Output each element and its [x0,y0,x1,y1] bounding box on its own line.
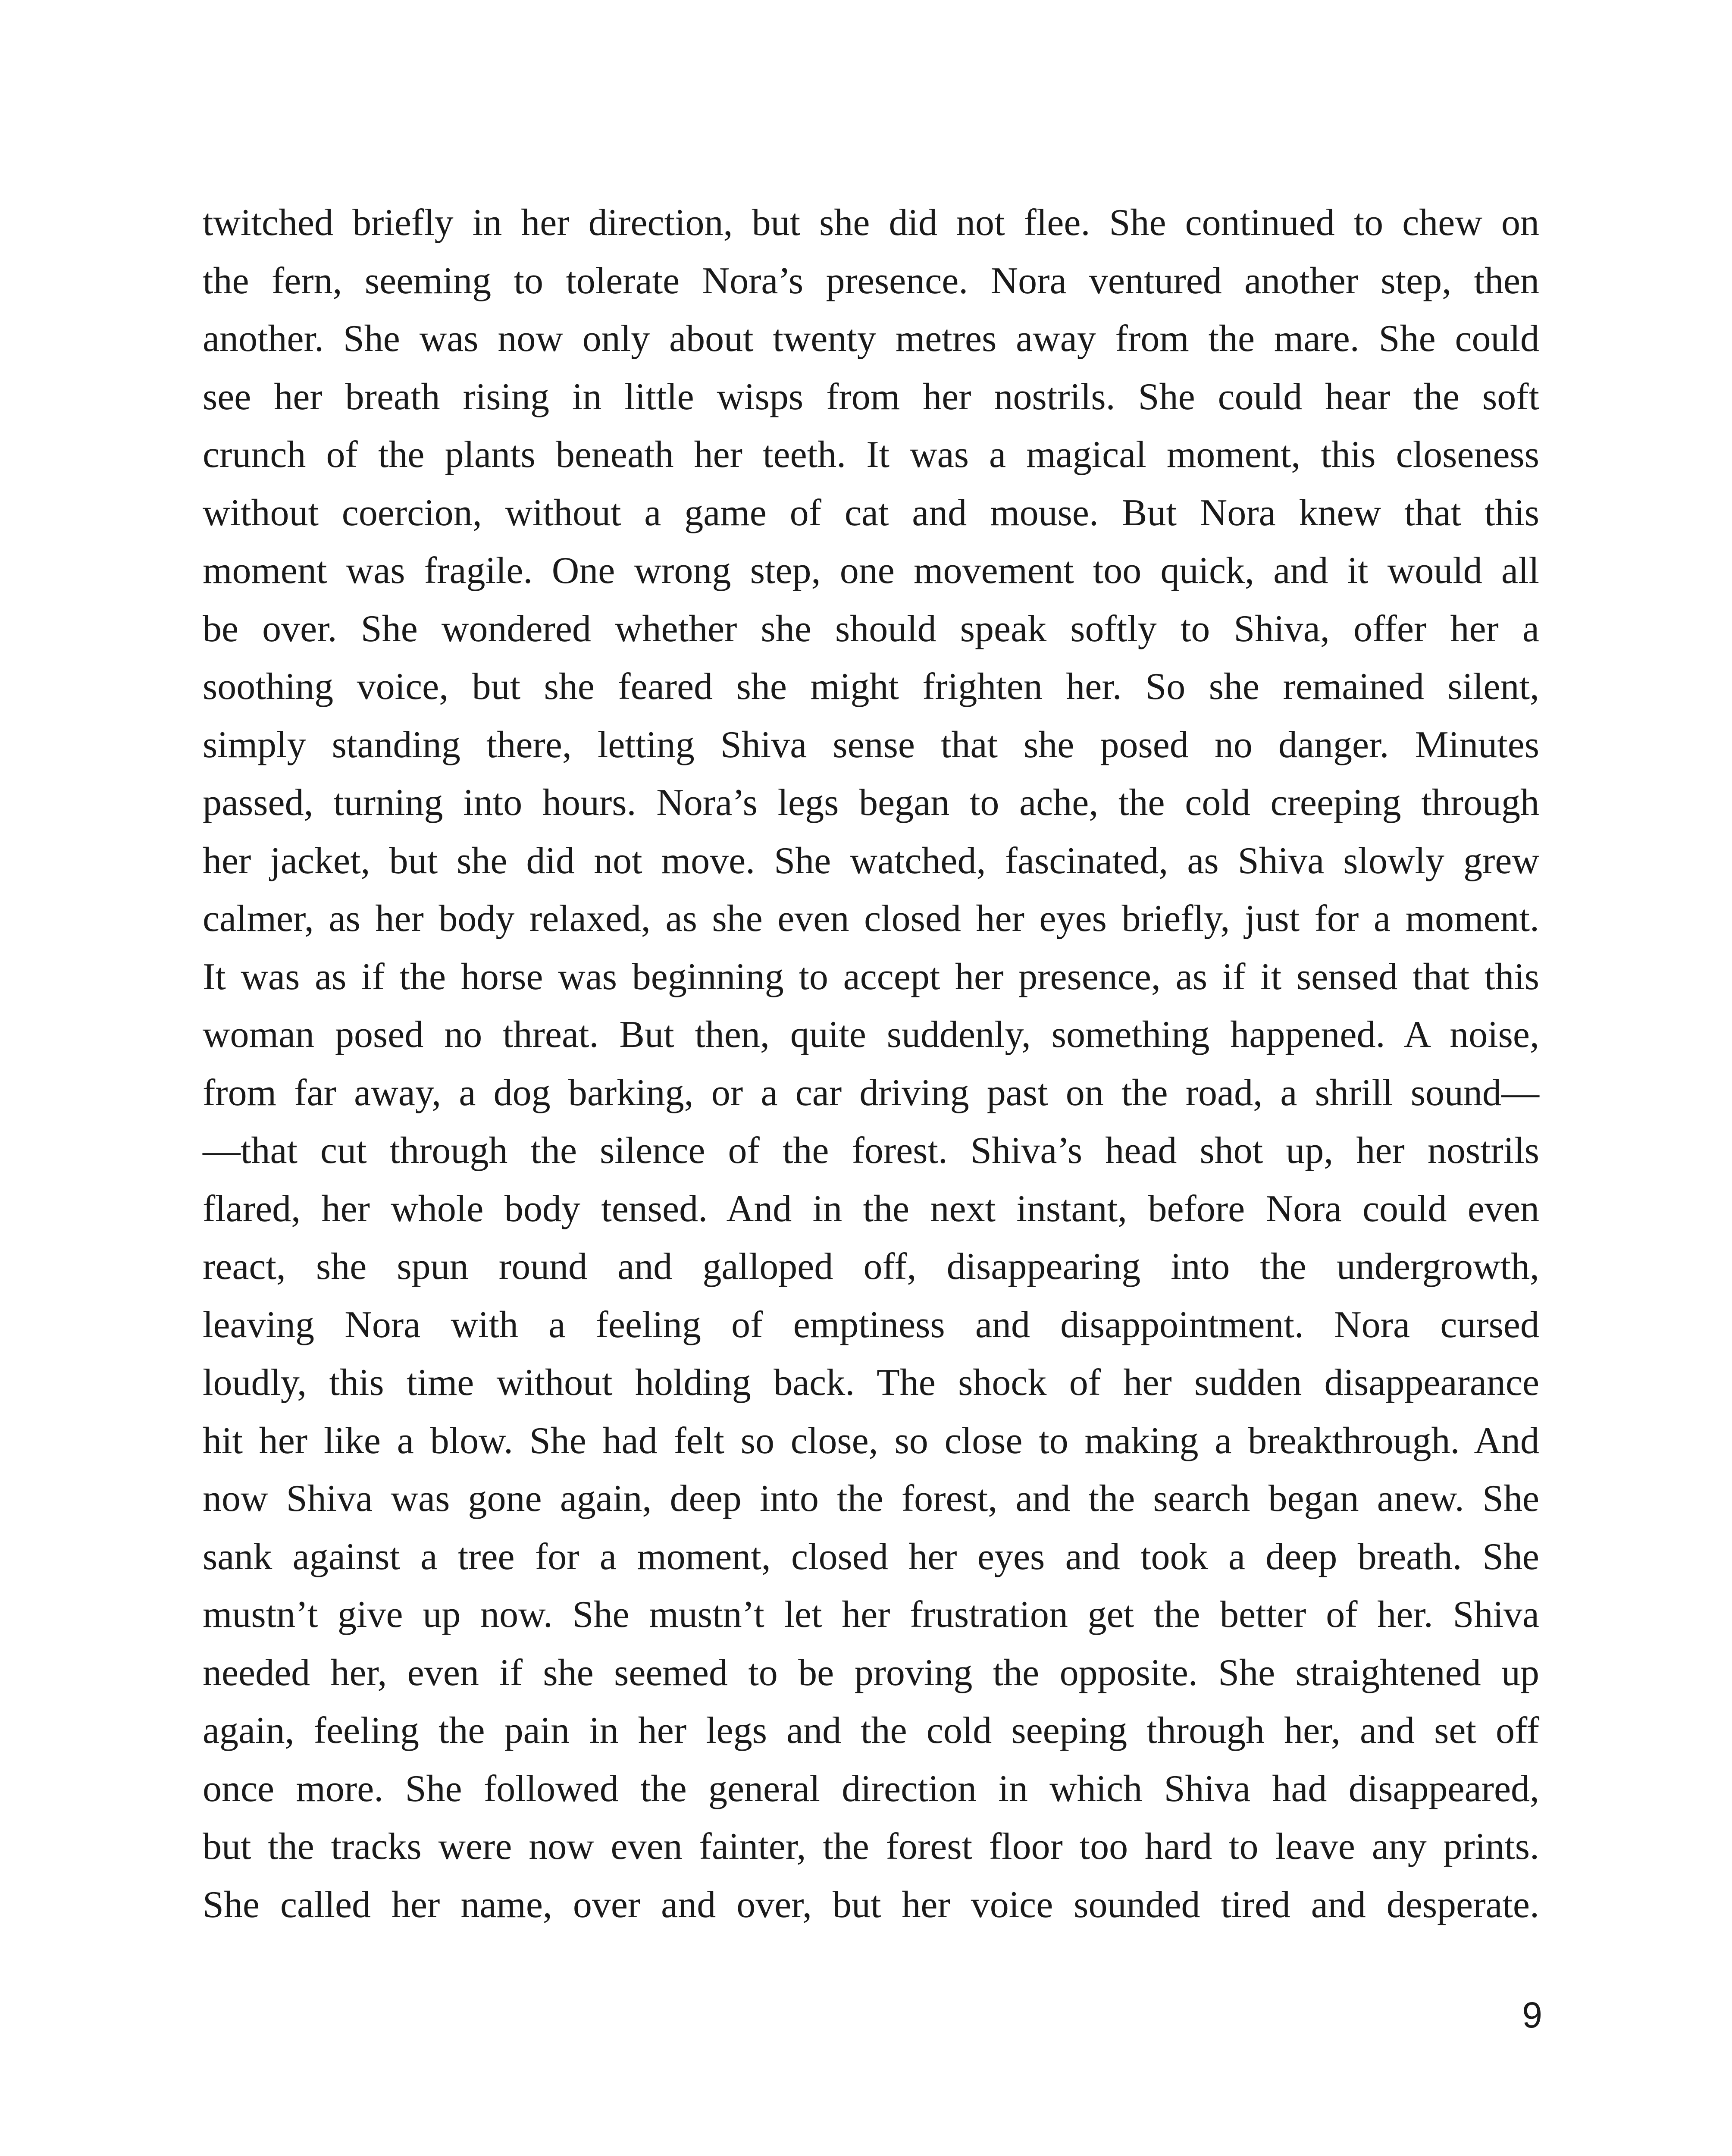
text-line: It was as if the horse was beginning to accept her presence, as if it sensed that this [203,956,1539,998]
text-line: flared, her whole body tensed. And in the next instant, before Nora could even [203,1188,1539,1230]
text-line: once more. She followed the general direction in which Shiva had disappeared, [203,1767,1539,1810]
text-line: hit her like a blow. She had felt so close, so close to making a breakthrough. And [203,1420,1539,1462]
text-line: crunch of the plants beneath her teeth. It was a magical moment, this closeness [203,434,1539,476]
text-line: be over. She wondered whether she should speak softly to Shiva, offer her a [203,608,1539,650]
text-line: sank against a tree for a moment, closed her eyes and took a deep breath. She [203,1536,1539,1578]
text-line: needed her, even if she seemed to be proving the opposite. She straightened up [203,1651,1539,1694]
text-line: soothing voice, but she feared she might frighten her. So she remained silent, [203,666,1539,708]
text-line: react, she spun round and galloped off, disappearing into the undergrowth, [203,1246,1539,1288]
text-line: moment was fragile. One wrong step, one movement too quick, and it would all [203,550,1539,592]
text-line: without coercion, without a game of cat and mouse. But Nora knew that this [203,492,1539,534]
text-line: —that cut through the silence of the forest. Shiva’s head shot up, her nostrils [203,1130,1539,1172]
body-text [203,194,1539,1934]
text-line: twitched briefly in her direction, but she did not flee. She continued to chew on [203,202,1539,244]
text-line: another. She was now only about twenty metres away from the mare. She could [203,318,1539,360]
text-line: simply standing there, letting Shiva sense that she posed no danger. Minutes [203,724,1539,766]
text-line: passed, turning into hours. Nora’s legs began to ache, the cold creeping through [203,782,1539,824]
text-line: woman posed no threat. But then, quite suddenly, something happened. A noise, [203,1014,1539,1056]
text-line: the fern, seeming to tolerate Nora’s presence. Nora ventured another step, then [203,260,1539,302]
text-line: mustn’t give up now. She mustn’t let her frustration get the better of her. Shiva [203,1594,1539,1636]
text-line: again, feeling the pain in her legs and the cold seeping through her, and set off [203,1710,1539,1752]
text-line: calmer, as her body relaxed, as she even closed her eyes briefly, just for a moment. [203,898,1539,940]
text-line: see her breath rising in little wisps from her nostrils. She could hear the soft [203,376,1539,418]
text-line: loudly, this time without holding back. The shock of her sudden disappearance [203,1362,1539,1404]
text-line: from far away, a dog barking, or a car driving past on the road, a shrill sound— [203,1072,1539,1114]
text-line: but the tracks were now even fainter, the forest floor too hard to leave any prints. [203,1826,1539,1868]
page-number: 9 [1522,1995,1542,2035]
text-line: her jacket, but she did not move. She watched, fascinated, as Shiva slowly grew [203,840,1539,882]
text-line: She called her name, over and over, but her voice sounded tired and desperate. [203,1883,1539,1926]
text-line: now Shiva was gone again, deep into the forest, and the search began anew. She [203,1478,1539,1520]
text-line: leaving Nora with a feeling of emptiness and disappointment. Nora cursed [203,1304,1539,1346]
